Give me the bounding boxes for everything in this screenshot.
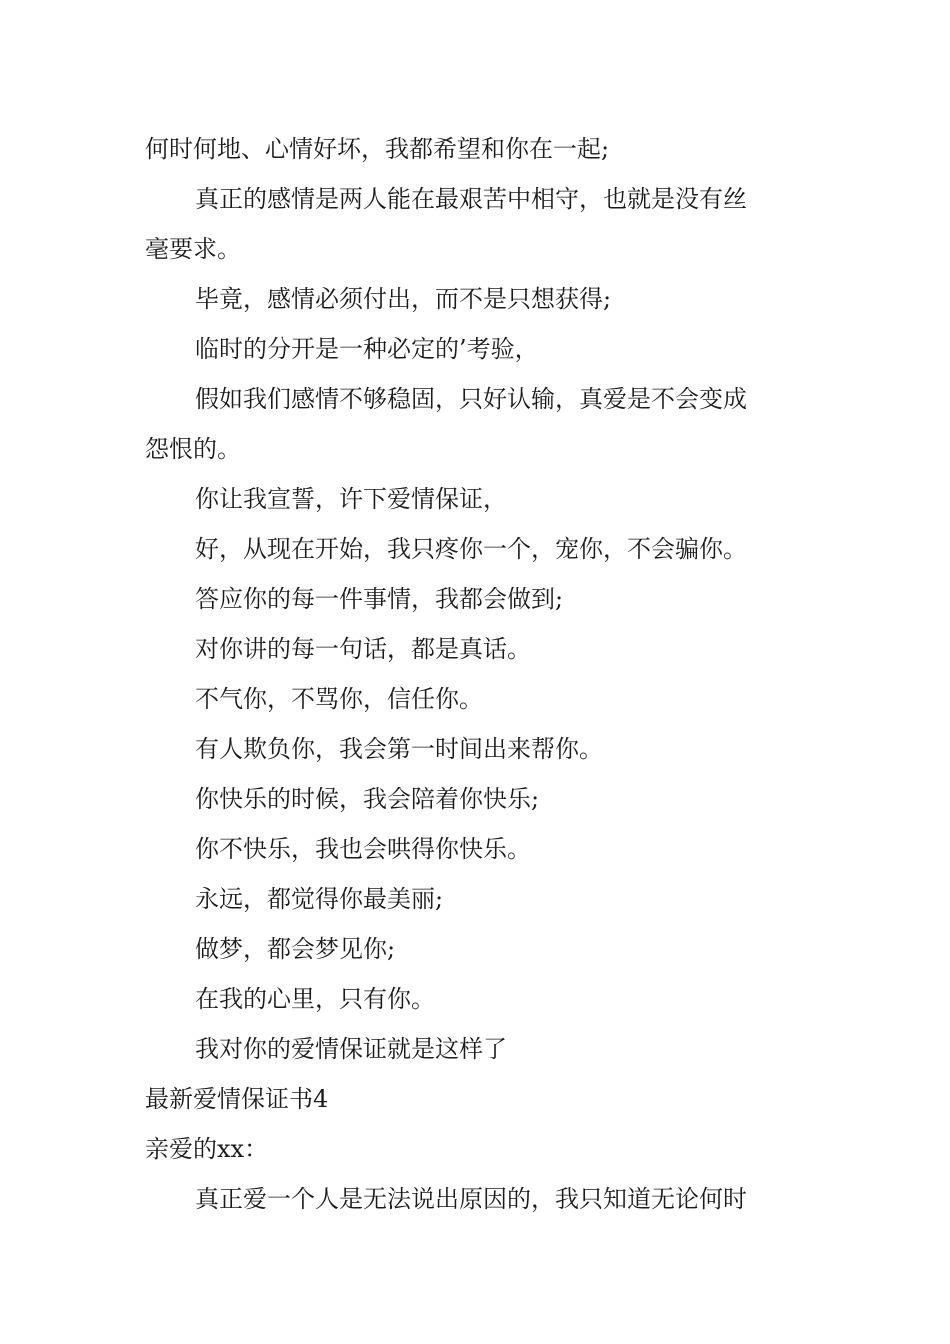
text-line: 毫要求。 — [145, 235, 241, 263]
paragraph-line: 真正爱一个人是无法说出原因的，我只知道无论何时 — [195, 1185, 747, 1213]
paragraph-line: 毕竟，感情必须付出，而不是只想获得; — [195, 285, 612, 313]
paragraph-line: 不气你，不骂你，信任你。 — [195, 685, 483, 713]
paragraph-line: 永远，都觉得你最美丽; — [195, 885, 444, 913]
paragraph-line: 好，从现在开始，我只疼你一个，宠你，不会骗你。 — [195, 535, 747, 563]
salutation: 亲爱的xx： — [145, 1135, 269, 1163]
paragraph-line: 你不快乐，我也会哄得你快乐。 — [195, 835, 531, 863]
paragraph-line: 临时的分开是一种必定的’考验， — [195, 335, 539, 363]
section-heading: 最新爱情保证书4 — [145, 1085, 329, 1113]
paragraph-line: 你让我宣誓，许下爱情保证， — [195, 485, 507, 513]
paragraph-line: 在我的心里，只有你。 — [195, 985, 435, 1013]
paragraph-line: 真正的感情是两人能在最艰苦中相守，也就是没有丝 — [195, 185, 747, 213]
paragraph-line: 我对你的爱情保证就是这样了 — [195, 1035, 507, 1063]
paragraph-line: 你快乐的时候，我会陪着你快乐; — [195, 785, 540, 813]
paragraph-line: 对你讲的每一句话，都是真话。 — [195, 635, 531, 663]
paragraph-line: 答应你的每一件事情，我都会做到; — [195, 585, 564, 613]
paragraph-line: 做梦，都会梦见你; — [195, 935, 396, 963]
paragraph-line: 假如我们感情不够稳固，只好认输，真爱是不会变成 — [195, 385, 747, 413]
text-line: 何时何地、心情好坏，我都希望和你在一起; — [145, 135, 610, 163]
paragraph-line: 有人欺负你，我会第一时间出来帮你。 — [195, 735, 603, 763]
text-line: 怨恨的。 — [145, 435, 241, 463]
